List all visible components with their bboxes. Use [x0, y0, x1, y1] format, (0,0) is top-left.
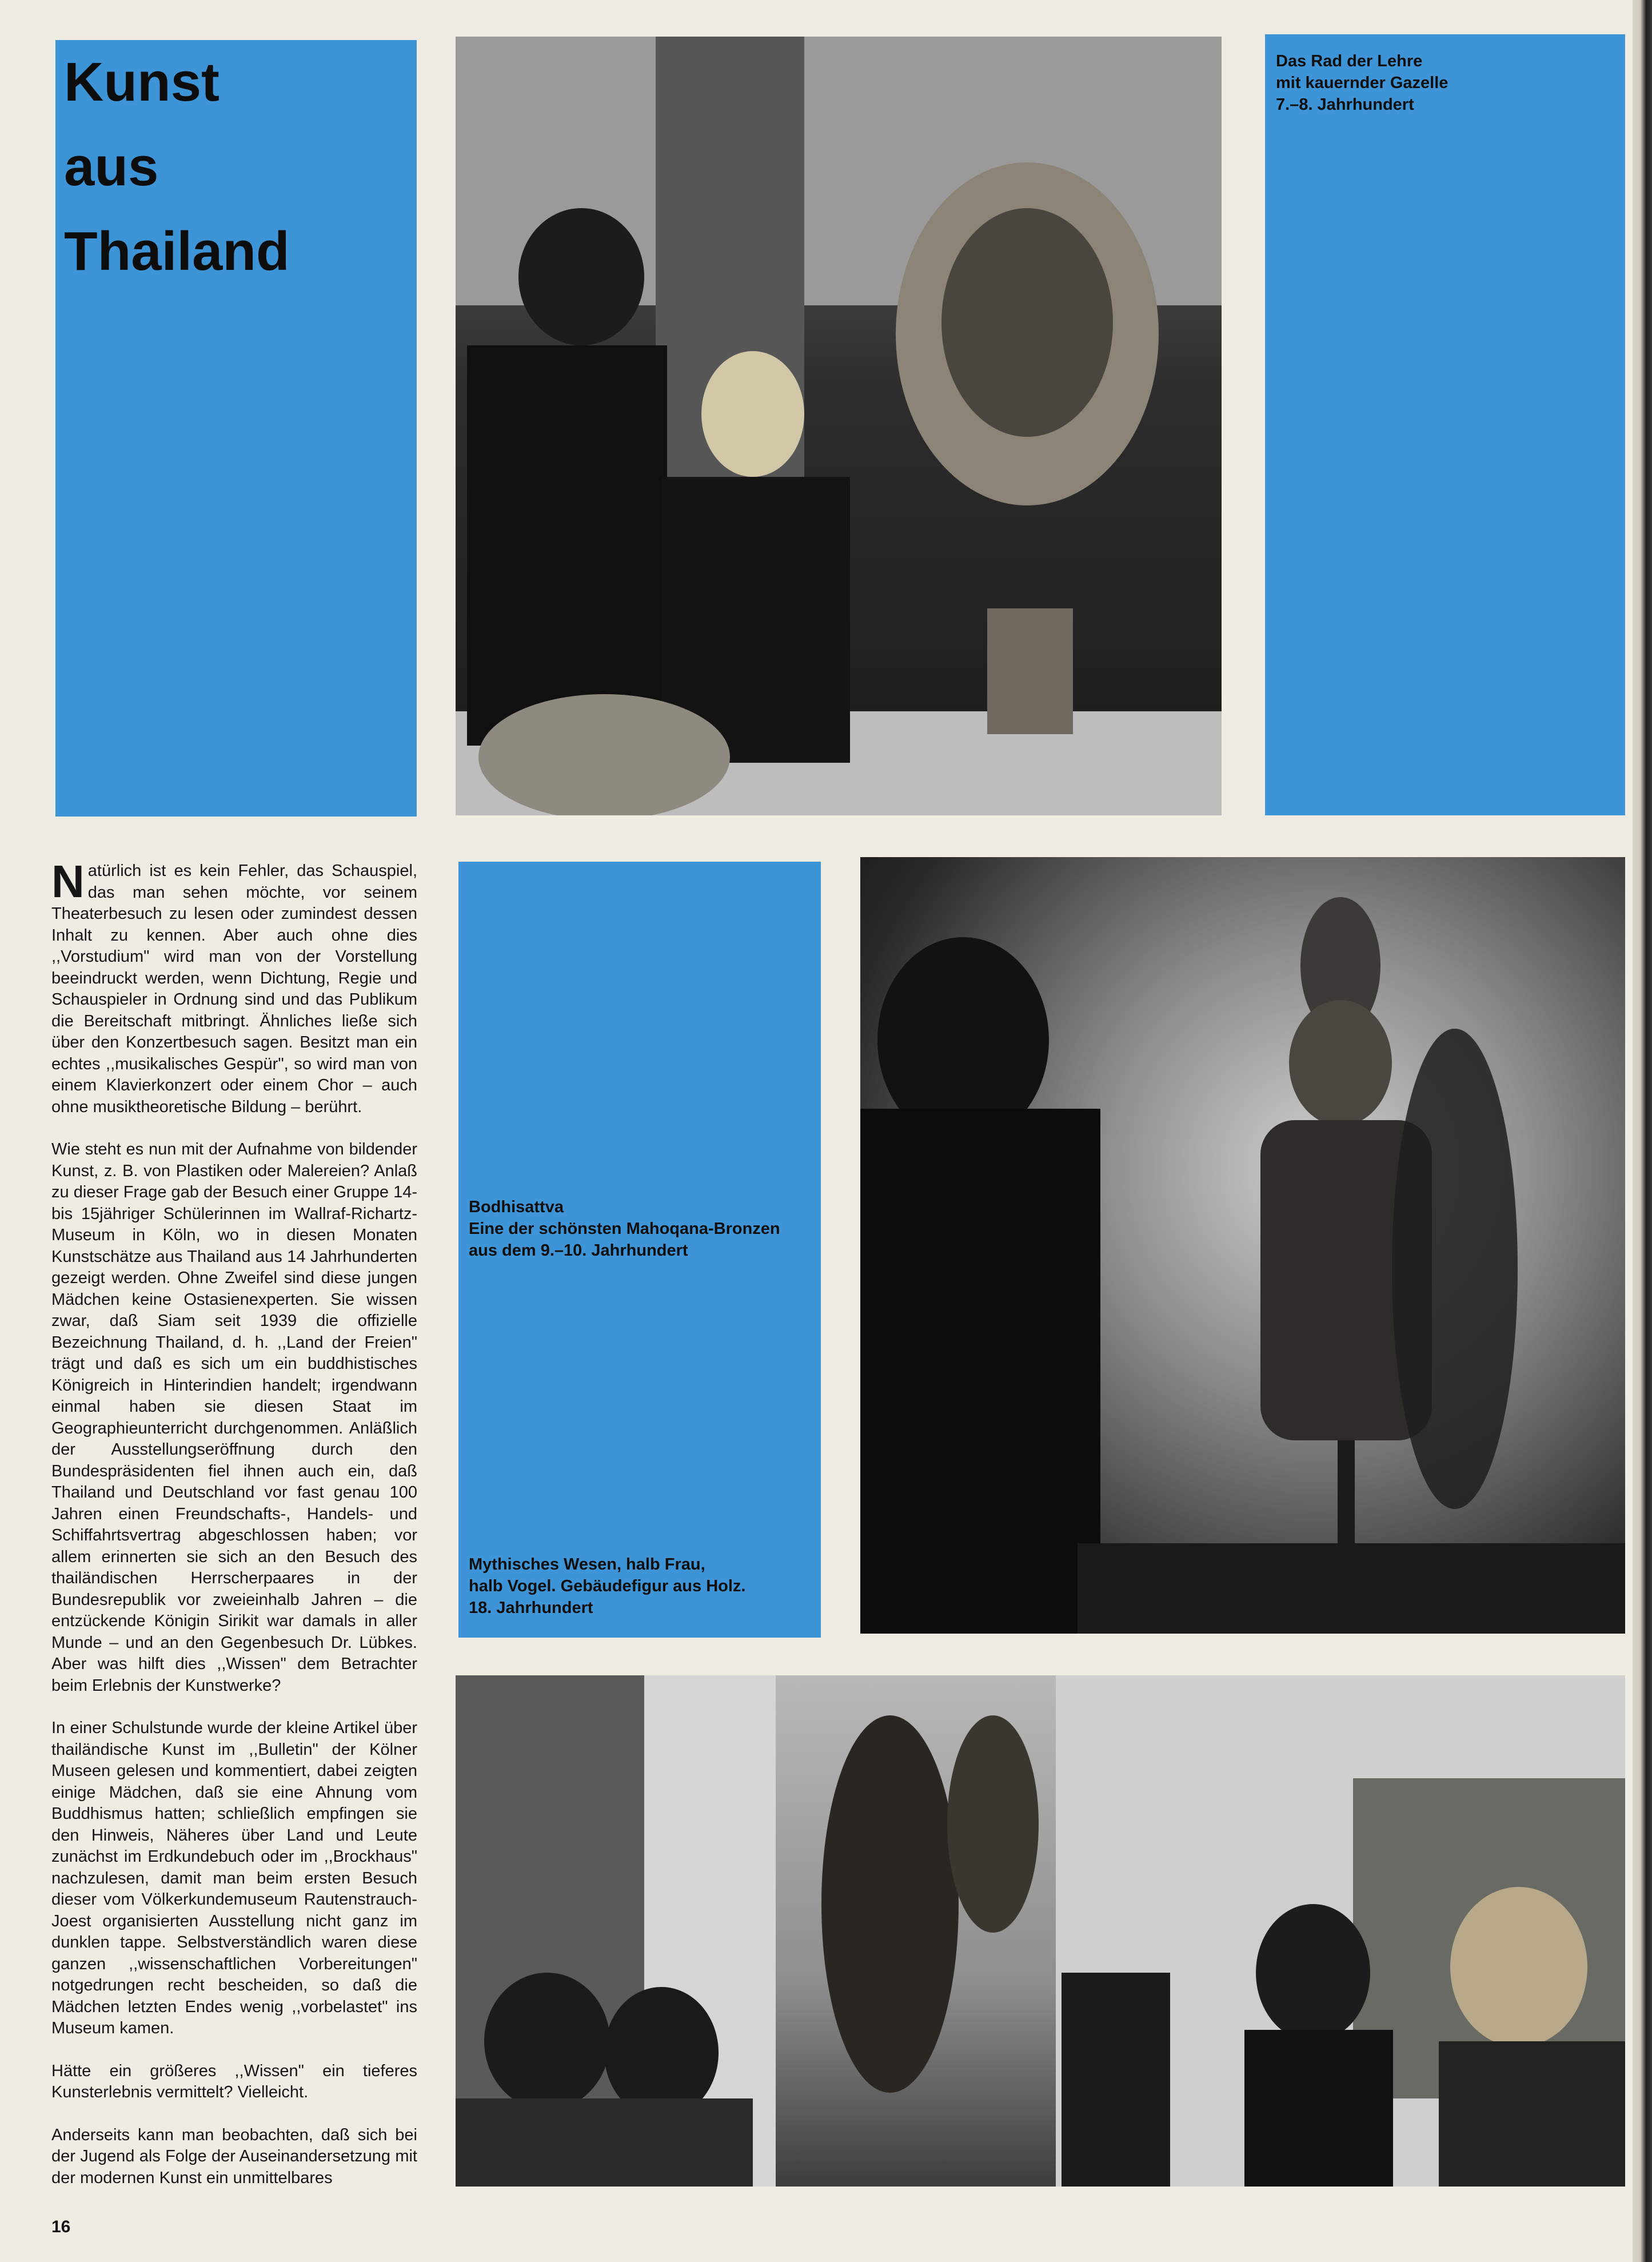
article-body	[51, 856, 417, 2210]
caption-bodhisattva-line-2: Eine der schönsten Mahoqana-Bronzen	[469, 1220, 780, 1238]
page-title	[64, 40, 290, 294]
paragraph-1-text: atürlich ist es kein Fehler, das Schauspiel, das man sehen möchte, vor seinem Theaterbesuch zu lesen oder zumindest dessen Inhalt zu kennen. Aber auch ohne dies ,,Vorstudium" wird man von der Vorstellung beeindruckt werden, wenn Dichtung, Regie und Schauspieler in Ordnung sind und das Publikum die Bereitschaft mitbringt. Ähnliches ließe sich über den Konzertbesuch sagen. Besitzt man ein echtes ,,musikalisches Gespür", so wird man von einem Klavierkonzert oder einem Chor – auch ohne musiktheoretische Bildung – berührt.	[51, 862, 417, 1116]
caption-wheel-line-2: mit kauernder Gazelle	[1276, 74, 1449, 92]
page-number: 16	[51, 2217, 71, 2236]
caption-mythical	[469, 1554, 745, 1619]
caption-wheel-line-1: Das Rad der Lehre	[1276, 52, 1423, 70]
caption-bodhisattva-line-3: aus dem 9.–10. Jahrhundert	[469, 1241, 688, 1260]
paragraph-1	[51, 856, 417, 1118]
photo-bodhisattva	[860, 857, 1625, 1634]
title-line-3: Thailand	[64, 221, 290, 282]
caption-mythical-line-1: Mythisches Wesen, halb Frau,	[469, 1555, 705, 1574]
caption-mythical-line-2: halb Vogel. Gebäudefigur aus Holz.	[469, 1577, 746, 1595]
paragraph-2: Wie steht es nun mit der Aufnahme von bildender Kunst, z. B. von Plastiken oder Malereien? Anlaß zu dieser Frage gab der Besuch einer Gruppe 14- bis 15jähriger Schülerinnen im Wallraf-Richartz-Museum in Köln, wo in diesen Monaten Kunstschätze aus Thailand aus 14 Jahrhunderten gezeigt werden. Ohne Zweifel sind diese jungen Mädchen keine Ostasienexperten. Sie wissen zwar, daß Siam seit 1939 die offizielle Bezeichnung Thailand, d. h. ,,Land der Freien" trägt und daß es sich um ein buddhistisches Königreich in Hinterindien handelt; irgendwann einmal haben sie diesen Staat im Geographieunterricht durchgenommen. Anläßlich der Ausstellungseröffnung durch den Bundespräsidenten fiel ihnen auch ein, daß Thailand und Deutschland vor fast genau 100 Jahren einen Freundschafts-, Handels- und Schiffahrtsvertrag abgeschlossen haben; vor allem erinnerten sie sich an den Besuch des thailändischen Herrscherpaares in der Bundesrepublik vor zweieinhalb Jahren – die entzückende Königin Sirikit war damals in aller Munde – und an den Gegenbesuch Dr. Lübkes. Aber was hilft dies ,,Wissen" dem Betrachter beim Erlebnis der Kunstwerke?	[51, 1140, 417, 1695]
photo-wheel-of-doctrine	[456, 37, 1222, 815]
drop-cap: N	[51, 856, 85, 907]
photo-mythical-figure	[456, 1675, 1625, 2187]
title-line-1: Kunst	[64, 51, 220, 113]
title-line-2: aus	[64, 136, 159, 197]
caption-mythical-line-3: 18. Jahrhundert	[469, 1599, 593, 1617]
paragraph-3: In einer Schulstunde wurde der kleine Artikel über thailändische Kunst im ,,Bulletin" der Kölner Museen gelesen und kommentiert, dabei zeigten einige Mädchen, daß sie eine Ahnung vom Buddhismus hatten; schließlich empfingen sie den Hinweis, Näheres über Land und Leute zunächst im Erdkundebuch oder im ,,Brockhaus" nachzulesen, damit man beim ersten Besuch dieser vom Völkerkundemuseum Rautenstrauch-Joest organisierten Ausstellung nicht ganz im dunklen tappe. Selbstverständlich waren diese ganzen ,,wissenschaftlichen Vorbereitungen" notgedrungen recht bescheiden, so daß die Mädchen letzten Endes wenig ,,vorbelastet" ins Museum kamen.	[51, 1719, 417, 2037]
book-spine-edge	[1633, 0, 1652, 2262]
caption-wheel-line-3: 7.–8. Jahrhundert	[1276, 95, 1414, 114]
caption-bodhisattva-line-1: Bodhisattva	[469, 1198, 564, 1216]
paragraph-4: Hätte ein größeres ,,Wissen" ein tieferes Kunsterlebnis vermittelt? Vielleicht.	[51, 2061, 417, 2101]
caption-bodhisattva	[469, 1196, 780, 1261]
caption-panel-right	[1265, 34, 1625, 815]
paragraph-5: Anderseits kann man beobachten, daß sich bei der Jugend als Folge der Auseinandersetzung mit der modernen Kunst ein unmittelbares	[51, 2125, 417, 2187]
caption-wheel	[1276, 50, 1448, 116]
